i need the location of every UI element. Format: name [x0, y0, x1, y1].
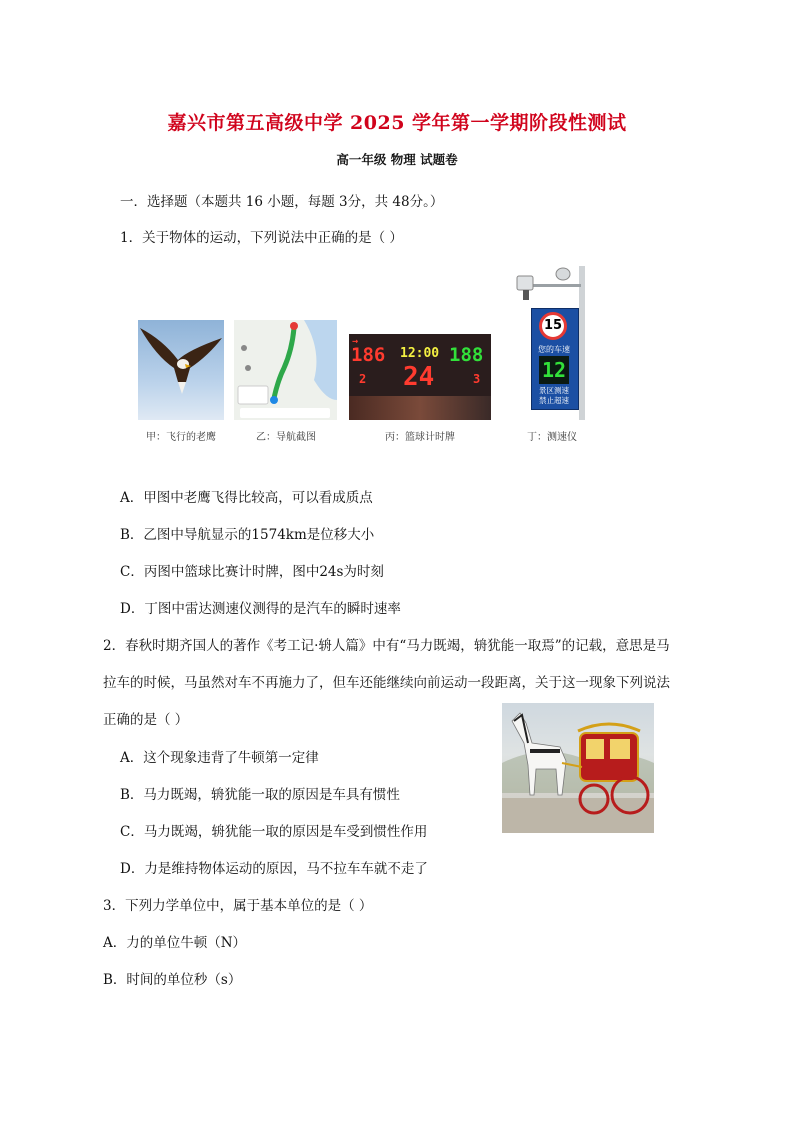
q2-stem-line-2: 拉车的时候，马虽然对车不再施力了，但车还能继续向前运动一段距离，关于这一现象下列说法	[103, 675, 670, 691]
page-title: 嘉兴市第五高级中学 2025 学年第一学期阶段性测试	[167, 112, 627, 134]
caption-yi: 乙：导航截图	[256, 432, 316, 443]
speed-limit-badge: 15	[539, 312, 567, 340]
q1-option-a: A．甲图中老鹰飞得比较高，可以看成质点	[120, 490, 373, 506]
q3-stem: 3．下列力学单位中，属于基本单位的是（ ）	[103, 898, 373, 914]
q2-option-c: C．马力既竭，辀犹能一取的原因是车受到惯性作用	[120, 824, 428, 840]
q1-option-d: D．丁图中雷达测速仪测得的是汽车的瞬时速率	[120, 601, 401, 617]
q1-stem: 1．关于物体的运动，下列说法中正确的是（ ）	[120, 230, 403, 246]
basketball-scoreboard-image: → 186 12:00 188 2 24 3	[349, 334, 491, 420]
eagle-image	[138, 320, 224, 420]
q1-option-b: B．乙图中导航显示的1574km是位移大小	[120, 527, 375, 543]
horse-carriage-image	[502, 703, 654, 833]
section-heading: 一．选择题（本题共 16 小题，每题 3分，共 48分。）	[120, 194, 444, 210]
q2-option-b: B．马力既竭，辀犹能一取的原因是车具有惯性	[120, 787, 400, 803]
q2-stem-line-3: 正确的是（ ）	[103, 712, 189, 728]
q1-option-c: C．丙图中篮球比赛计时牌，图中24s为时刻	[120, 564, 384, 580]
away-score: 188	[449, 344, 484, 366]
speed-readout: 12	[539, 356, 569, 384]
q2-stem-line-1: 2．春秋时期齐国人的著作《考工记·辀人篇》中有“马力既竭，辀犹能一取焉”的记载，意思是马	[103, 638, 670, 654]
radar-speed-sign-image: 15 您的车速 12 景区测速 禁止超速	[515, 266, 589, 420]
home-score: 186	[351, 344, 386, 366]
shot-clock: 24	[403, 362, 435, 392]
caption-bing: 丙：篮球计时牌	[385, 432, 455, 443]
navigation-map-image	[234, 320, 337, 420]
caption-ding: 丁：测速仪	[527, 432, 577, 443]
q3-option-a: A．力的单位牛顿（N）	[103, 935, 247, 951]
game-clock: 12:00	[400, 346, 440, 361]
q2-option-a: A．这个现象违背了牛顿第一定律	[120, 750, 319, 766]
q2-option-d: D．力是维持物体运动的原因，马不拉车车就不走了	[120, 861, 428, 877]
page-subtitle: 高一年级 物理 试题卷	[336, 152, 458, 167]
caption-jia: 甲：飞行的老鹰	[146, 432, 216, 443]
q3-option-b: B．时间的单位秒（s）	[103, 972, 242, 988]
